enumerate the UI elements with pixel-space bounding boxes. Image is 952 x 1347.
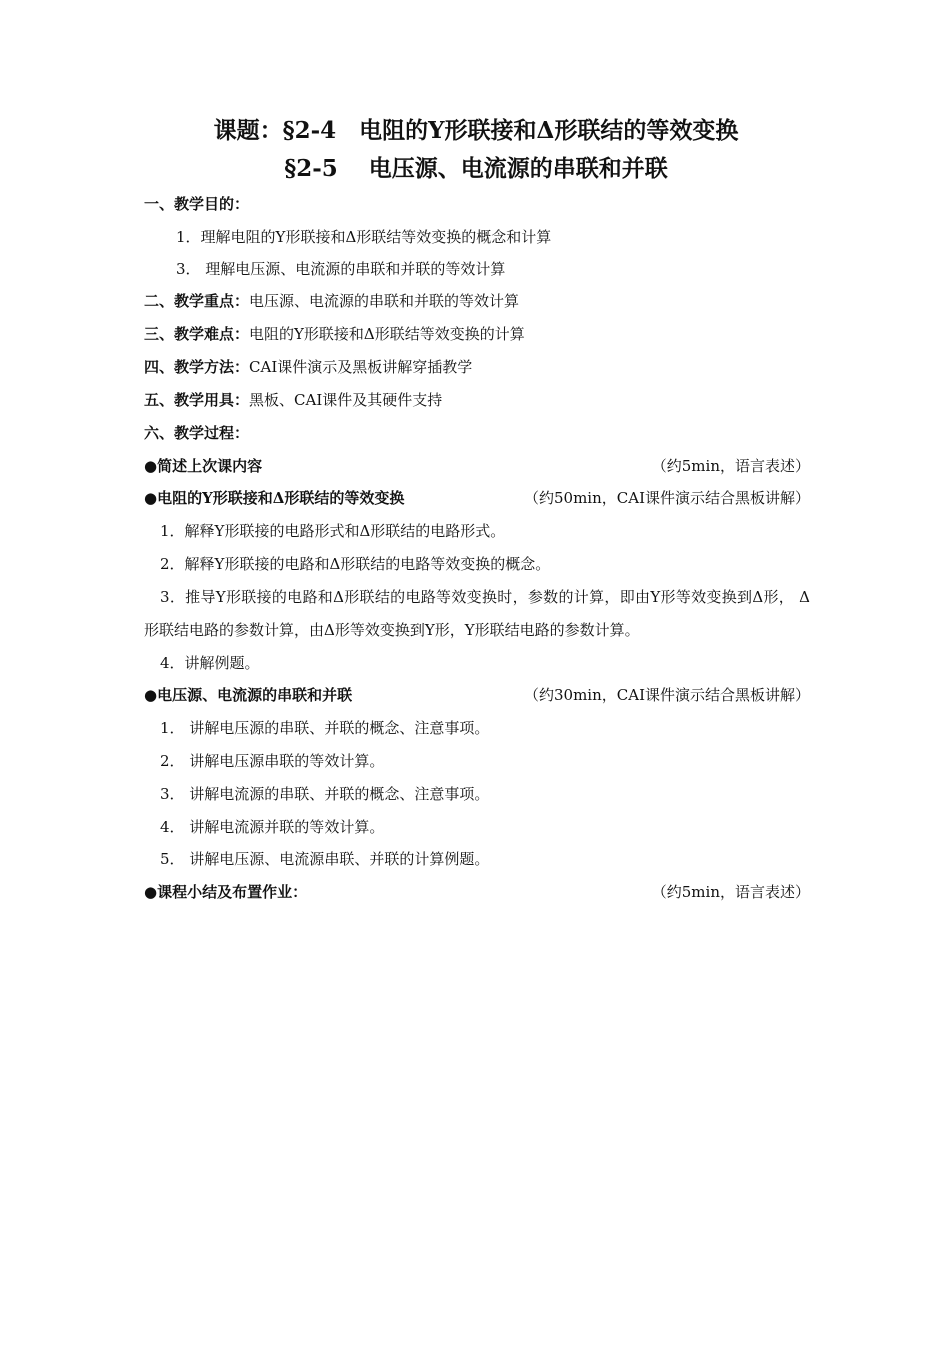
key-points-row <box>144 290 810 312</box>
methods-text: CAI课件演示及黑板讲解穿插教学 <box>249 358 473 376</box>
process-item: 1． 讲解电压源的串联、并联的概念、注意事项。 <box>160 719 490 737</box>
title-line-2: §2-5 电压源、电流源的串联和并联 <box>284 155 668 182</box>
process-item: 2． 讲解电压源串联的等效计算。 <box>160 752 385 770</box>
objectives-heading: 一、教学目的： <box>144 195 250 213</box>
methods-heading: 四、教学方法： <box>144 358 250 376</box>
section-title: ●简述上次课内容 <box>144 457 263 475</box>
methods-row <box>144 356 810 378</box>
process-item: 2．解释Y形联接的电路和Δ形联结的电路等效变换的概念。 <box>160 555 551 573</box>
process-item: 5． 讲解电压源、电流源串联、并联的计算例题。 <box>160 850 490 868</box>
tools-heading: 五、教学用具： <box>144 391 250 409</box>
process-item: 4．讲解例题。 <box>160 654 260 672</box>
objective-item: 3． 理解电压源、电流源的串联和并联的等效计算 <box>176 260 506 278</box>
process-section-heading <box>144 684 810 706</box>
process-item: 1．解释Y形联接的电路形式和Δ形联结的电路形式。 <box>160 522 506 540</box>
section-title: ●电阻的Y形联接和Δ形联结的等效变换 <box>144 489 405 507</box>
key-points-heading: 二、教学重点： <box>144 292 250 310</box>
difficulties-text: 电阻的Y形联接和Δ形联结等效变换的计算 <box>249 325 525 343</box>
title-line-1: 课题：§2-4 电阻的Y形联接和Δ形联结的等效变换 <box>213 117 739 144</box>
section-time-note: （约30min，CAI课件演示结合黑板讲解） <box>523 686 810 704</box>
process-item-paragraph: 3．推导Y形联接的电路和Δ形联结的电路等效变换时，参数的计算，即由Y形等效变换到Δ形， Δ形联结电路的参数计算，由Δ形等效变换到Y形，Y形联结电路的参数计算。 <box>144 588 810 639</box>
objective-item: 1．理解电阻的Y形联接和Δ形联结等效变换的概念和计算 <box>176 228 552 246</box>
process-section-heading <box>144 487 810 509</box>
process-item: 3． 讲解电流源的串联、并联的概念、注意事项。 <box>160 785 490 803</box>
process-section-heading <box>144 455 810 477</box>
section-time-note: （约50min，CAI课件演示结合黑板讲解） <box>523 489 810 507</box>
process-heading: 六、教学过程： <box>144 424 250 442</box>
section-time-note: （约5min，语言表述） <box>651 457 810 475</box>
key-points-text: 电压源、电流源的串联和并联的等效计算 <box>249 292 520 310</box>
section-time-note: （约5min，语言表述） <box>651 883 810 901</box>
section-title: ●电压源、电流源的串联和并联 <box>144 686 353 704</box>
process-item: 4． 讲解电流源并联的等效计算。 <box>160 818 385 836</box>
tools-row <box>144 389 810 411</box>
difficulties-heading: 三、教学难点： <box>144 325 250 343</box>
section-title: ●课程小结及布置作业： <box>144 883 308 901</box>
difficulties-row <box>144 323 810 345</box>
process-section-heading <box>144 881 810 903</box>
tools-text: 黑板、CAI课件及其硬件支持 <box>249 391 443 409</box>
